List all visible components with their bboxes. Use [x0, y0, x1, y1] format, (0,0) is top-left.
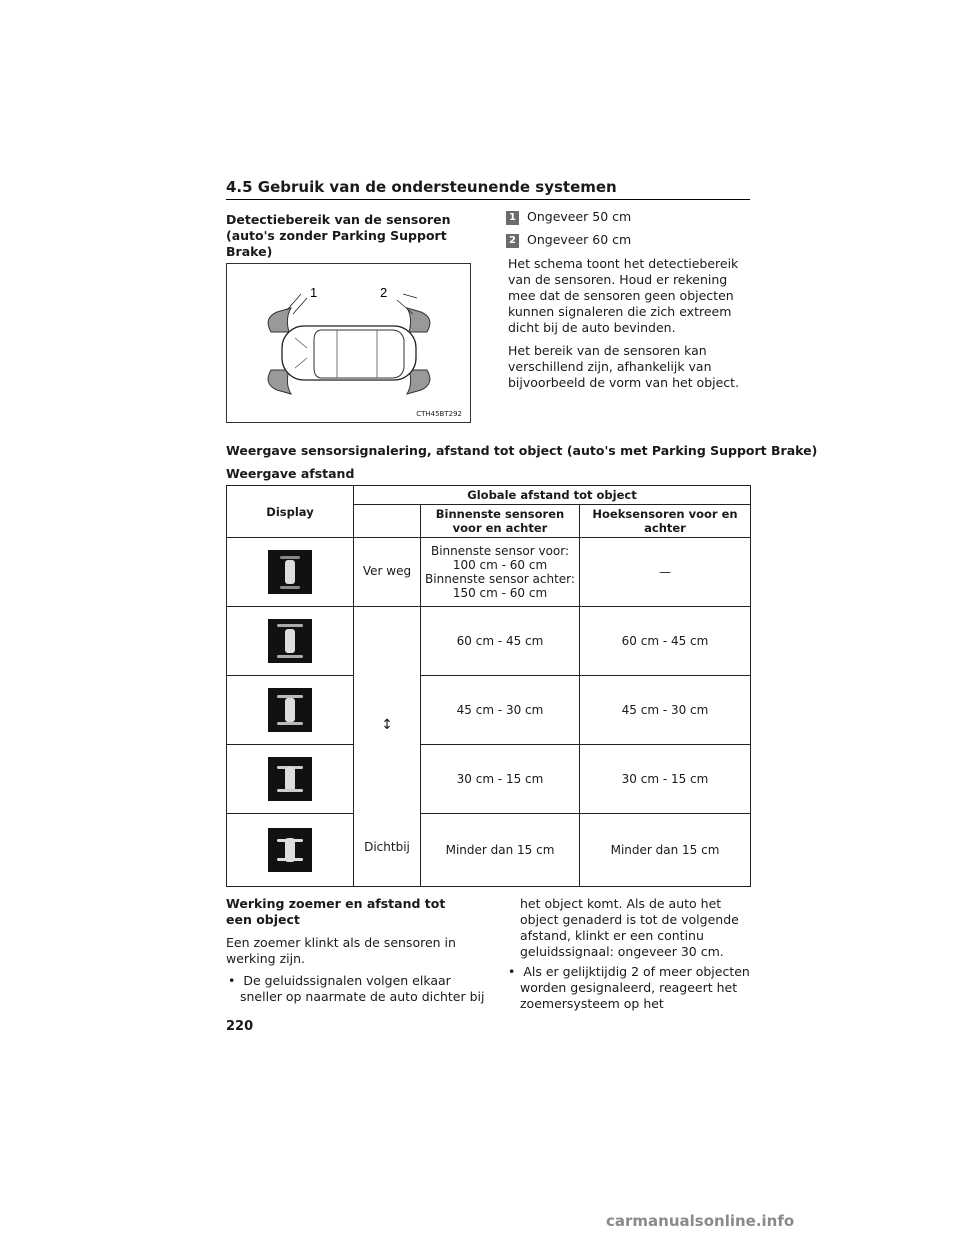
display-thumbnail	[268, 757, 312, 801]
callout-2: 2	[380, 285, 388, 300]
inner-range: Minder dan 15 cm	[421, 814, 580, 887]
header-global: Globale afstand tot object	[354, 486, 751, 505]
table-header-row	[227, 486, 751, 505]
detection-range-heading: Detectiebereik van de sensoren (auto's zonder Parking Support Brake)	[226, 212, 451, 259]
table-row	[227, 607, 751, 676]
inner-range-line: 150 cm - 60 cm	[452, 586, 548, 600]
distance-display-subheading: Weergave afstand	[226, 466, 355, 481]
far-label: Ver weg	[354, 538, 421, 607]
table-row	[227, 538, 751, 607]
corner-range: —	[580, 538, 751, 607]
item-number-badge: 2	[506, 234, 519, 248]
display-cell	[227, 538, 354, 607]
section-title: 4.5 Gebruik van de ondersteunende systemen	[226, 178, 617, 196]
inner-range	[421, 538, 580, 607]
range-item-text: Ongeveer 60 cm	[527, 232, 632, 247]
buzzer-bullet-2: • Als er gelijktijdig 2 of meer objecten worden gesignaleerd, reageert het zoemersysteem op het	[508, 964, 750, 1011]
watermark: carmanualsonline.info	[606, 1212, 795, 1230]
header-blank	[354, 505, 421, 538]
buzzer-bullet-1-continued: het object komt. Als de auto het object genaderd is tot de volgende afstand, klinkt er een continu geluidssignaal: ongeveer 30 cm.	[520, 896, 739, 959]
corner-range: 30 cm - 15 cm	[580, 745, 751, 814]
figure-code: CTH45BT292	[416, 410, 462, 418]
buzzer-heading: Werking zoemer en afstand tot een object	[226, 896, 446, 927]
range-item-2	[506, 232, 631, 248]
section-divider	[226, 199, 750, 200]
distance-arrow-icon: ↕	[381, 717, 393, 733]
display-cell	[227, 814, 354, 887]
corner-range: 60 cm - 45 cm	[580, 607, 751, 676]
near-label: Dichtbij	[364, 840, 410, 854]
buzzer-intro: Een zoemer klinkt als de sensoren in werking zijn.	[226, 935, 456, 966]
detection-paragraph: Het schema toont het detectiebereik van de sensoren. Houd er rekening mee dat de sensoren geen objecten kunnen signaleren die zich extreem dicht bij de auto bevinden.	[508, 256, 739, 335]
header-display: Display	[227, 486, 354, 538]
page-number: 220	[226, 1019, 254, 1034]
signal-display-heading: Weergave sensorsignalering, afstand tot object (auto's met Parking Support Brake)	[226, 443, 818, 458]
display-cell	[227, 745, 354, 814]
inner-range-line: 100 cm - 60 cm	[452, 558, 548, 572]
inner-range: 60 cm - 45 cm	[421, 607, 580, 676]
table-row	[227, 814, 751, 887]
header-corner: Hoeksensoren voor en achter	[580, 505, 751, 538]
display-thumbnail	[268, 619, 312, 663]
callout-1: 1	[310, 285, 318, 300]
table-row	[227, 745, 751, 814]
inner-range-line: Binnenste sensor voor:	[430, 544, 570, 558]
display-thumbnail	[268, 688, 312, 732]
sensor-range-figure	[226, 263, 471, 423]
display-thumbnail	[268, 550, 312, 594]
buzzer-bullet-1: • De geluidssignalen volgen elkaar sneller op naarmate de auto dichter bij	[228, 973, 485, 1004]
corner-range: Minder dan 15 cm	[580, 814, 751, 887]
display-thumbnail	[268, 828, 312, 872]
distance-scale-cell	[354, 607, 421, 887]
inner-range-line: Binnenste sensor achter:	[425, 572, 575, 586]
range-item-text: Ongeveer 50 cm	[527, 209, 632, 224]
car-sensor-diagram	[227, 264, 470, 422]
header-inner: Binnenste sensoren voor en achter	[421, 505, 580, 538]
corner-range: 45 cm - 30 cm	[580, 676, 751, 745]
inner-range: 30 cm - 15 cm	[421, 745, 580, 814]
item-number-badge: 1	[506, 211, 519, 225]
display-cell	[227, 676, 354, 745]
inner-range: 45 cm - 30 cm	[421, 676, 580, 745]
bullet-text: De geluidssignalen volgen elkaar sneller op naarmate de auto dichter bij	[240, 973, 485, 1004]
table-row	[227, 676, 751, 745]
range-item-1	[506, 209, 631, 225]
display-cell	[227, 607, 354, 676]
bullet-text: Als er gelijktijdig 2 of meer objecten worden gesignaleerd, reageert het zoemersysteem op het	[520, 964, 750, 1011]
range-variation-paragraph: Het bereik van de sensoren kan verschillend zijn, afhankelijk van bijvoorbeeld de vorm van het object.	[508, 343, 740, 390]
distance-table	[226, 485, 751, 887]
